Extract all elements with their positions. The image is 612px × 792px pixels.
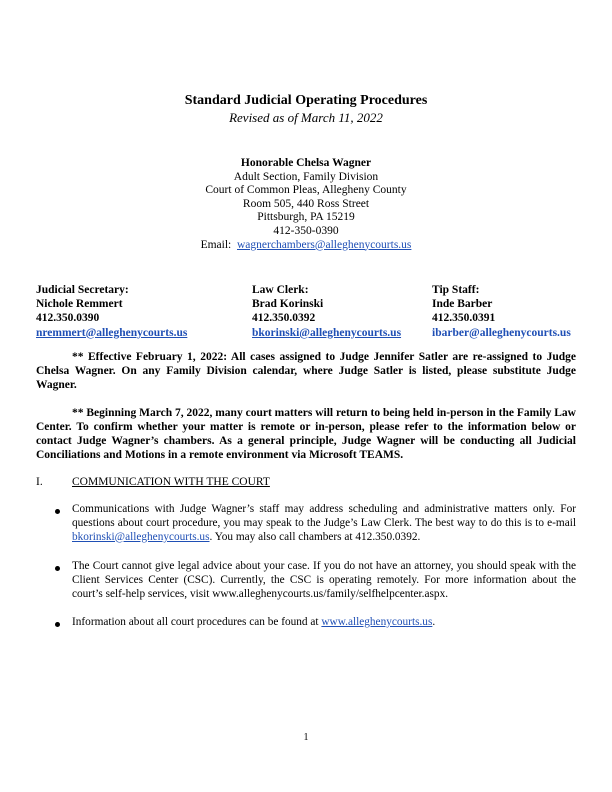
bullet-text: . <box>432 616 436 628</box>
staff-email-link[interactable]: bkorinski@alleghenycourts.us <box>252 326 402 339</box>
bullet-text: Information about all court procedures can be found at <box>72 616 322 628</box>
judge-email-label: Email: <box>200 238 232 251</box>
list-item-procedures <box>72 616 576 630</box>
judge-court: Court of Common Pleas, Allegheny County <box>205 184 407 197</box>
staff-name: Nichole Remmert <box>36 298 123 311</box>
bullet-icon <box>55 622 60 627</box>
staff-phone: 412.350.0390 <box>36 312 100 325</box>
staff-law-clerk <box>252 283 401 340</box>
judge-name: Honorable Chelsa Wagner <box>240 157 372 169</box>
staff-phone: 412.350.0392 <box>252 312 316 325</box>
list-item-legal-advice <box>72 560 576 601</box>
list-item-communications <box>72 503 576 544</box>
court-website-link[interactable]: www.alleghenycourts.us <box>321 616 433 628</box>
staff-name: Inde Barber <box>432 298 493 311</box>
document-subtitle: Revised as of March 11, 2022 <box>229 110 383 125</box>
judge-email-link[interactable]: wagnerchambers@alleghenycourts.us <box>237 238 412 251</box>
staff-role: Tip Staff: <box>432 284 480 296</box>
notice-reassignment <box>36 350 576 392</box>
bullet-icon <box>55 566 60 571</box>
judge-city: Pittsburgh, PA 15219 <box>257 211 355 224</box>
section-heading <box>36 476 270 488</box>
law-clerk-email-link[interactable]: bkorinski@alleghenycourts.us <box>72 530 210 543</box>
staff-role: Judicial Secretary: <box>36 284 129 296</box>
section-number: I. <box>36 476 43 488</box>
staff-email-link[interactable]: ibarber@alleghenycourts.us <box>432 326 571 339</box>
staff-tip-staff <box>432 283 571 340</box>
staff-name: Brad Korinski <box>252 298 324 311</box>
notice-text: ** Beginning March 7, 2022, many court matters will return to being held in-person in the Family Law Center. To confirm whether your matter is remote or in-person, please refer to the information below or contact Judge Wagner’s chambers. As a general principle, Judge Wagner will be conducting all Judicial Conciliations and Motions in a remote environment via Microsoft TEAMS. <box>36 407 576 461</box>
staff-secretary <box>36 283 187 340</box>
bullet-text: The Court cannot give legal advice about your case. If you do not have an attorney, you should speak with the Client Services Center (CSC). Currently, the CSC is operating remotely. For more information about the court’s self-help services, visit www.alleghenycourts.us/family/selfhelpcenter.aspx. <box>72 560 576 600</box>
judge-room: Room 505, 440 Ross Street <box>242 197 370 210</box>
staff-role: Law Clerk: <box>252 284 309 296</box>
staff-email-link[interactable]: nremmert@alleghenycourts.us <box>36 326 188 339</box>
judge-contact-block <box>0 157 612 252</box>
notice-in-person <box>36 406 576 462</box>
judge-division: Adult Section, Family Division <box>233 170 379 183</box>
staff-phone: 412.350.0391 <box>432 312 496 325</box>
page-number: 1 <box>303 732 309 743</box>
section-title: COMMUNICATION WITH THE COURT <box>72 476 270 488</box>
bullet-icon <box>55 509 60 514</box>
bullet-text: . You may also call chambers at 412.350.0392. <box>209 530 421 543</box>
notice-text: ** Effective February 1, 2022: All cases assigned to Judge Jennifer Satler are re-assigned to Judge Chelsa Wagner. On any Family Division calendar, where Judge Satler is listed, please substitute Judge Wagner. <box>36 351 576 391</box>
bullet-text: Communications with Judge Wagner’s staff may address scheduling and administrative matters only. For questions about court procedure, you may speak to the Judge’s Law Clerk. The best way to do this is to e-mail <box>72 503 576 529</box>
judge-email-line <box>0 239 612 253</box>
judge-phone: 412-350-0390 <box>273 224 339 237</box>
document-title: Standard Judicial Operating Procedures <box>184 93 428 108</box>
